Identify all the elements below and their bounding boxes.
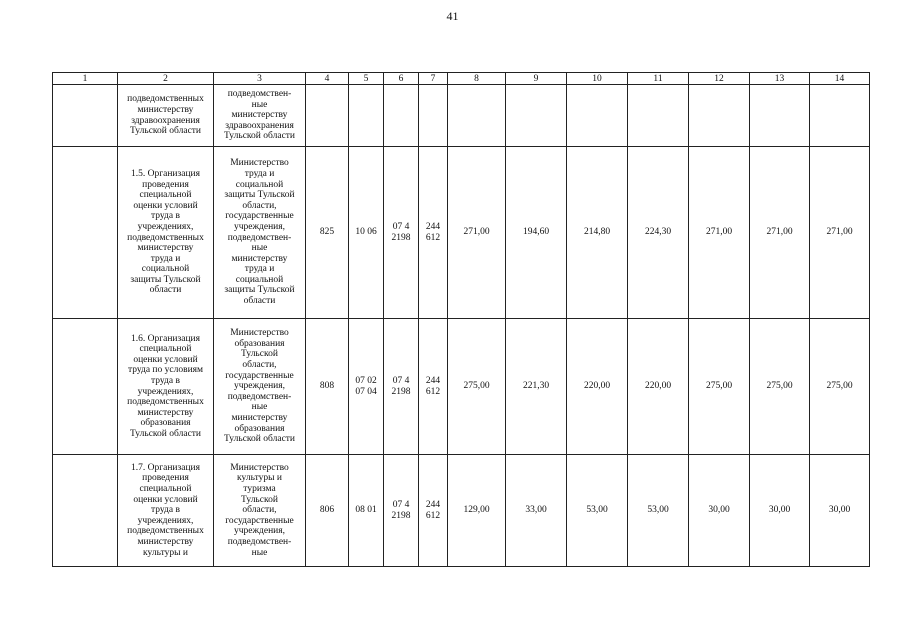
budget-code-cell: 07 4 2198: [384, 319, 419, 455]
header-cell: 1: [53, 73, 118, 85]
amount-cell: 129,00: [448, 455, 506, 567]
header-cell: 13: [750, 73, 810, 85]
amount-cell: [689, 85, 750, 147]
budget-code-cell: 825: [306, 147, 349, 319]
amount-cell: 53,00: [567, 455, 628, 567]
budget-code-cell: 808: [306, 319, 349, 455]
amount-cell: 271,00: [689, 147, 750, 319]
amount-cell: [567, 85, 628, 147]
amount-cell: 275,00: [689, 319, 750, 455]
measure-name-cell: 1.7. Организация проведения специальной оценки условий труда в учреждениях, подведомственных министерству культуры и: [118, 455, 214, 567]
amount-cell: [448, 85, 506, 147]
header-cell: 12: [689, 73, 750, 85]
budget-code-cell: 10 06: [349, 147, 384, 319]
amount-cell: 271,00: [810, 147, 870, 319]
executor-cell: Министерство культуры и туризма Тульской области, государственные учреждения, подведомствен- ные: [214, 455, 306, 567]
amount-cell: 271,00: [448, 147, 506, 319]
measure-name-cell: 1.5. Организация проведения специальной оценки условий труда в учреждениях, подведомственных министерству труда и социальной защиты Тульской области: [118, 147, 214, 319]
executor-cell: Министерство труда и социальной защиты Тульской области, государственные учреждения, подведомствен- ные министерству труда и социальной защиты Тульской области: [214, 147, 306, 319]
amount-cell: 214,80: [567, 147, 628, 319]
table-row: [53, 319, 870, 455]
amount-cell: 30,00: [689, 455, 750, 567]
header-row: [53, 73, 870, 85]
amount-cell: 53,00: [628, 455, 689, 567]
table-row: [53, 455, 870, 567]
executor-cell: подведомствен- ные министерству здравоохранения Тульской области: [214, 85, 306, 147]
page-number: 41: [446, 9, 459, 23]
budget-code-cell: 07 4 2198: [384, 147, 419, 319]
amount-cell: 30,00: [750, 455, 810, 567]
table-row: [53, 85, 870, 147]
budget-code-cell: 244 612: [419, 147, 448, 319]
row-number-cell: [53, 455, 118, 567]
header-cell: 2: [118, 73, 214, 85]
budget-code-cell: [384, 85, 419, 147]
header-cell: 14: [810, 73, 870, 85]
row-number-cell: [53, 85, 118, 147]
amount-cell: [750, 85, 810, 147]
amount-cell: 271,00: [750, 147, 810, 319]
measure-name-cell: 1.6. Организация специальной оценки условий труда по условиям труда в учреждениях, подведомственных министерству образования Тульской области: [118, 319, 214, 455]
amount-cell: 275,00: [750, 319, 810, 455]
header-cell: 3: [214, 73, 306, 85]
amount-cell: 30,00: [810, 455, 870, 567]
executor-cell: Министерство образования Тульской области, государственные учреждения, подведомствен- ные министерству образования Тульской области: [214, 319, 306, 455]
budget-code-cell: [419, 85, 448, 147]
amount-cell: 220,00: [567, 319, 628, 455]
header-cell: 11: [628, 73, 689, 85]
header-cell: 9: [506, 73, 567, 85]
amount-cell: 220,00: [628, 319, 689, 455]
budget-table: [52, 72, 870, 567]
budget-code-cell: 244 612: [419, 455, 448, 567]
budget-code-cell: [306, 85, 349, 147]
header-cell: 6: [384, 73, 419, 85]
budget-code-cell: 08 01: [349, 455, 384, 567]
header-cell: 7: [419, 73, 448, 85]
measure-name-cell: подведомственных министерству здравоохранения Тульской области: [118, 85, 214, 147]
budget-code-cell: 07 4 2198: [384, 455, 419, 567]
budget-code-cell: 806: [306, 455, 349, 567]
header-cell: 4: [306, 73, 349, 85]
amount-cell: [810, 85, 870, 147]
budget-code-cell: 07 02 07 04: [349, 319, 384, 455]
amount-cell: 194,60: [506, 147, 567, 319]
budget-code-cell: 244 612: [419, 319, 448, 455]
amount-cell: 275,00: [448, 319, 506, 455]
budget-code-cell: [349, 85, 384, 147]
amount-cell: [628, 85, 689, 147]
amount-cell: 224,30: [628, 147, 689, 319]
header-cell: 8: [448, 73, 506, 85]
table-row: [53, 147, 870, 319]
amount-cell: 33,00: [506, 455, 567, 567]
amount-cell: [506, 85, 567, 147]
row-number-cell: [53, 319, 118, 455]
amount-cell: 221,30: [506, 319, 567, 455]
header-cell: 5: [349, 73, 384, 85]
header-cell: 10: [567, 73, 628, 85]
amount-cell: 275,00: [810, 319, 870, 455]
row-number-cell: [53, 147, 118, 319]
